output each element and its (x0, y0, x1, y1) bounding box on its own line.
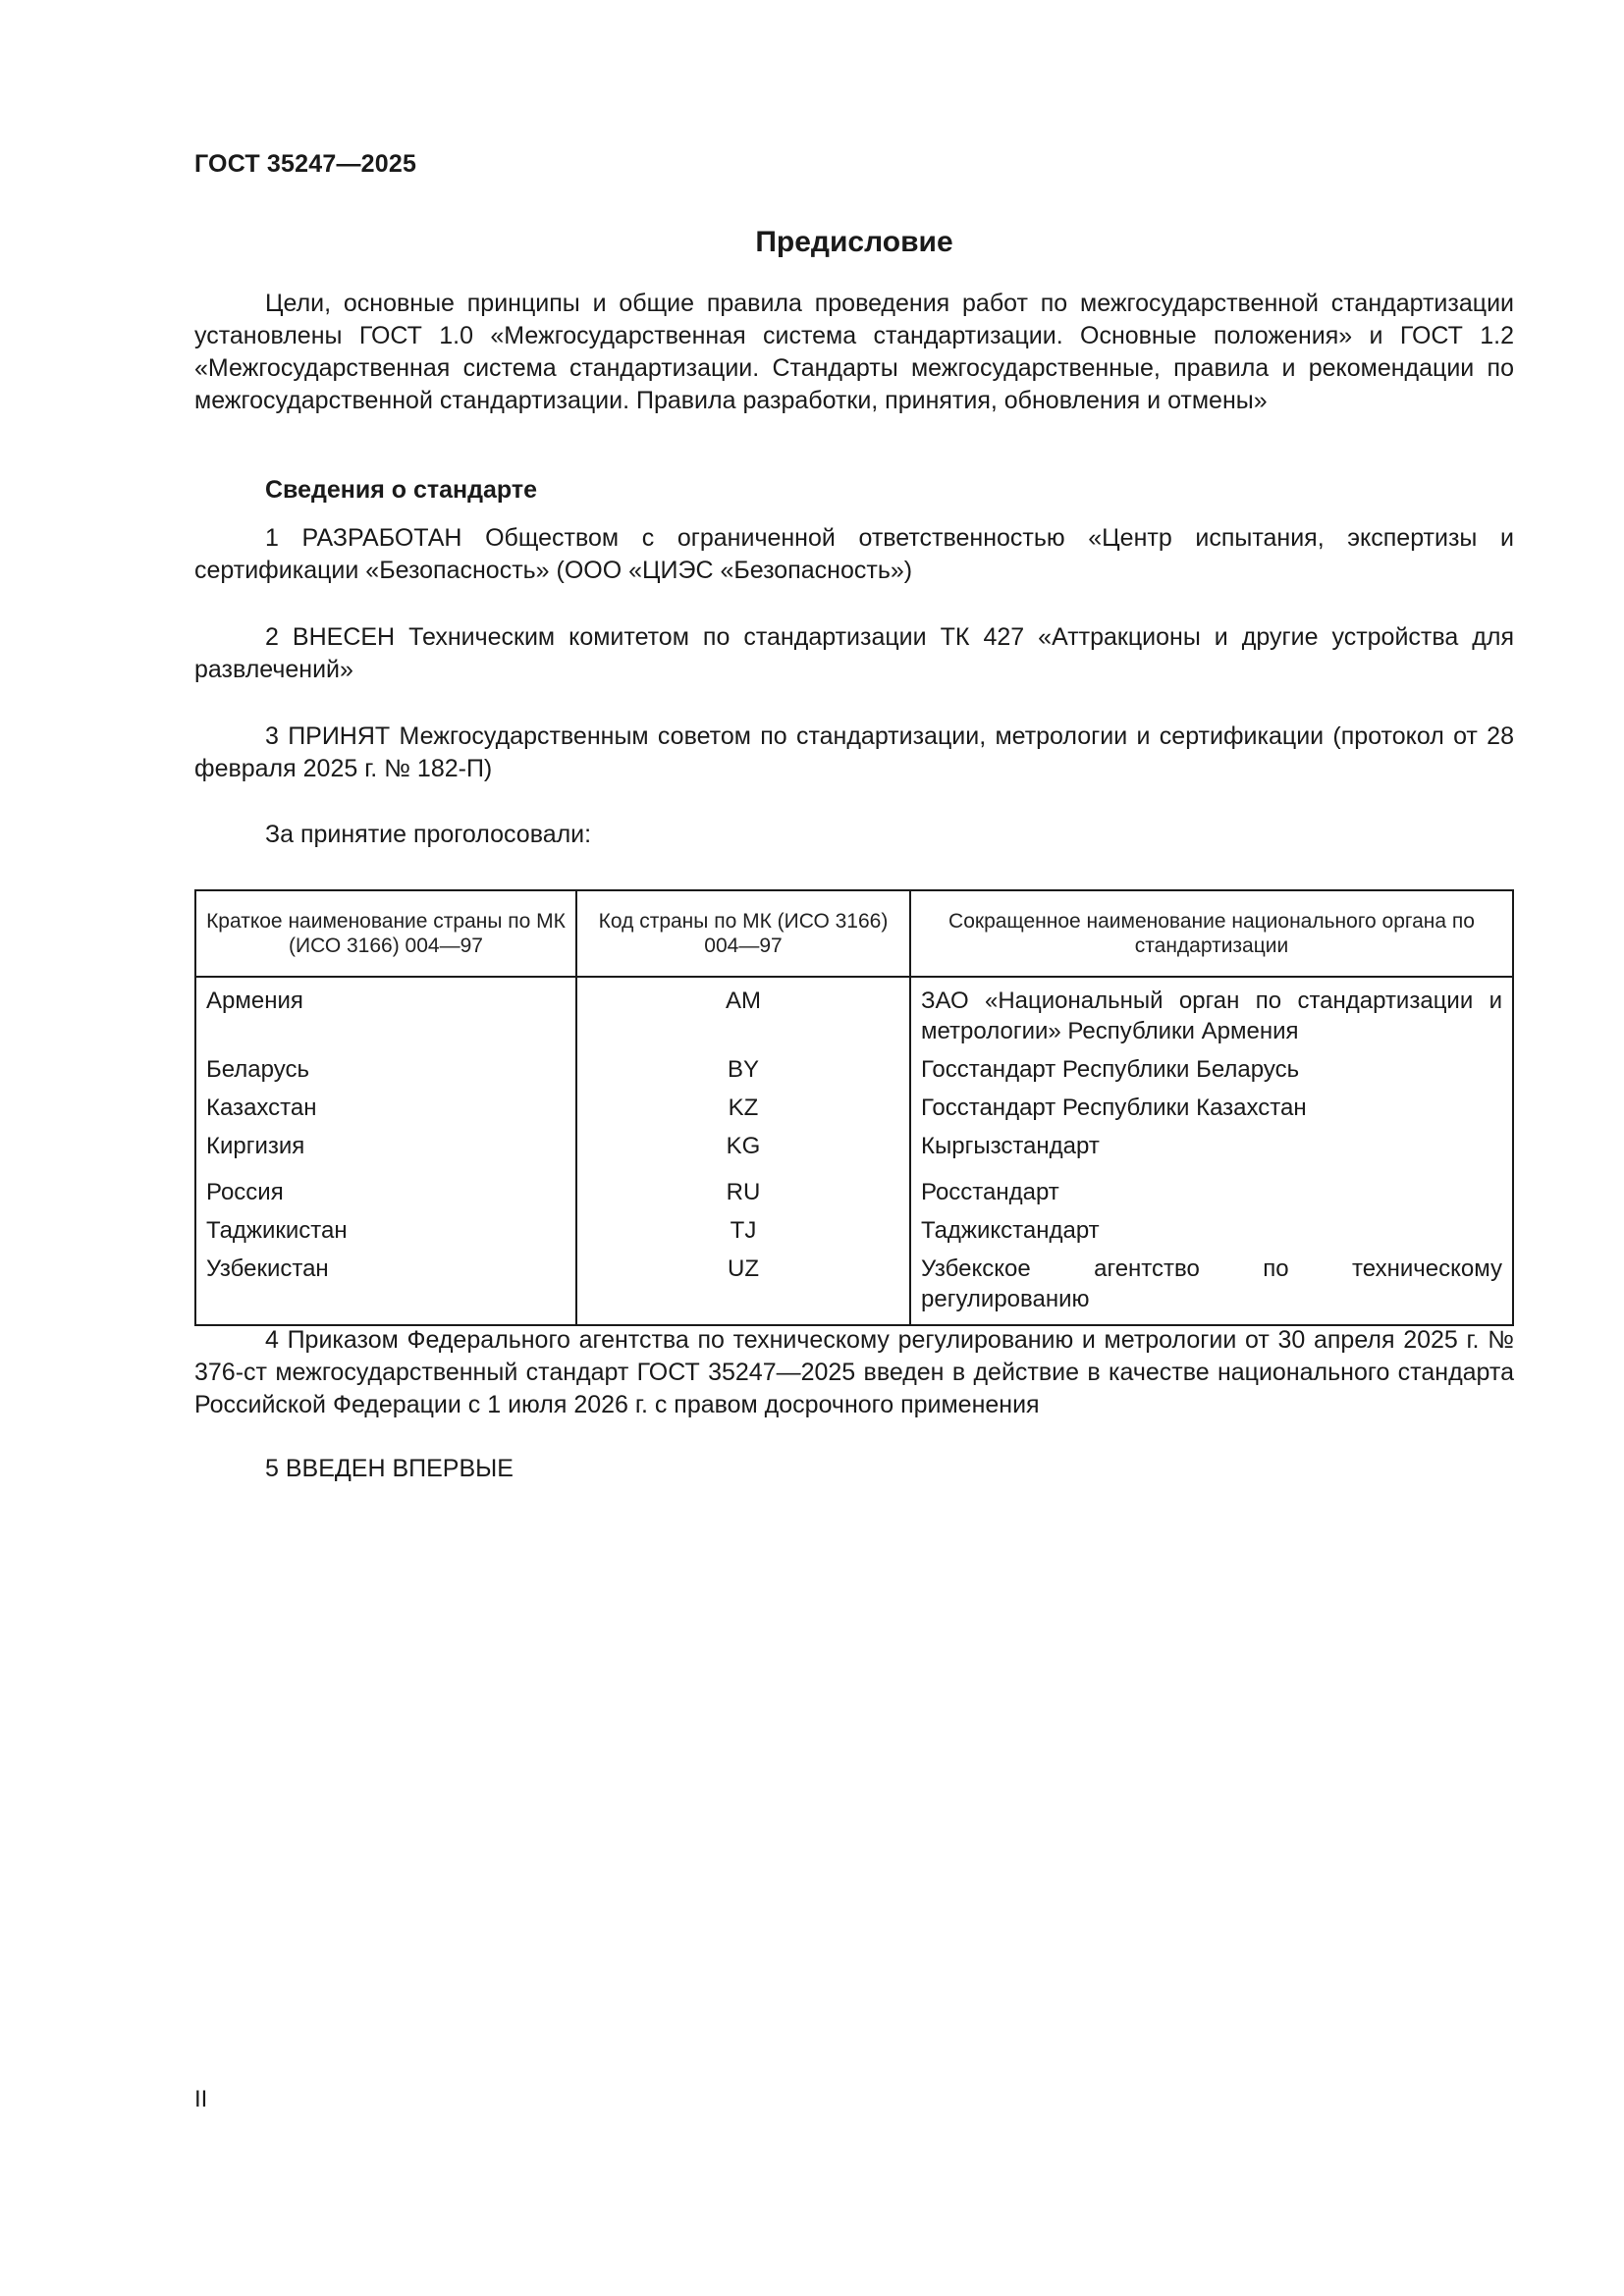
national-body-cell: Кыргызстандарт (910, 1127, 1513, 1165)
country-code-cell: KZ (576, 1089, 910, 1127)
country-name-cell: Киргизия (195, 1127, 576, 1165)
country-code-cell: TJ (576, 1211, 910, 1250)
item-introduced-by: 2 ВНЕСЕН Техническим комитетом по стандартизации ТК 427 «Аттракционы и другие устройства для развлечений» (194, 623, 1514, 683)
vote-intro: За принятие проголосовали: (265, 821, 592, 848)
page-title: Предисловие (755, 226, 953, 258)
item-developed-by: 1 РАЗРАБОТАН Обществом с ограниченной ответственностью «Центр испытания, экспертизы и сертификации «Безопасность» (ООО «ЦИЭС «Безопасность») (194, 524, 1514, 584)
national-body-cell: Росстандарт (910, 1165, 1513, 1211)
country-name-cell: Беларусь (195, 1050, 576, 1089)
header-country-code: Код страны по МК (ИСО 3166) 004—97 (576, 890, 910, 977)
document-code-header: ГОСТ 35247—2025 (194, 150, 417, 178)
country-code-cell: RU (576, 1165, 910, 1211)
country-code-cell: BY (576, 1050, 910, 1089)
page-number: II (194, 2086, 208, 2112)
national-body-cell: ЗАО «Национальный орган по стандартизации и метрологии» Республики Армения (910, 977, 1513, 1050)
table-row (195, 977, 1513, 1050)
country-name-cell: Армения (195, 977, 576, 1050)
national-body-cell: Госстандарт Республики Казахстан (910, 1089, 1513, 1127)
table-row (195, 1211, 1513, 1250)
intro-paragraph: Цели, основные принципы и общие правила проведения работ по межгосударственной стандартизации установлены ГОСТ 1.0 «Межгосударственная система стандартизации. Основные положения» и ГОСТ 1.2 «Межгосударственная система стандартизации. Стандарты межгосударственные, правила и рекомендации по межгосударственной стандартизации. Правила разработки, принятия, обновления и отмены» (194, 290, 1514, 414)
country-code-cell: UZ (576, 1250, 910, 1325)
item-enacted-by-order: 4 Приказом Федерального агентства по техническому регулированию и метрологии от 30 апреля 2025 г. № 376-ст межгосударственный стандарт ГОСТ 35247—2025 введен в действие в качестве национального стандарта Российской Федерации с 1 июля 2026 г. с правом досрочного применения (194, 1326, 1514, 1418)
national-body-cell: Узбекское агентство по техническому регулированию (910, 1250, 1513, 1325)
document-page (194, 0, 1514, 2296)
header-national-body: Сокращенное наименование национального органа по стандартизации (910, 890, 1513, 977)
country-code-cell: KG (576, 1127, 910, 1165)
section-heading: Сведения о стандарте (265, 476, 538, 504)
item-first-introduced: 5 ВВЕДЕН ВПЕРВЫЕ (265, 1455, 514, 1482)
country-name-cell: Россия (195, 1165, 576, 1211)
country-code-cell: AM (576, 977, 910, 1050)
voting-countries-table (194, 889, 1514, 1326)
header-country-name: Краткое наименование страны по МК (ИСО 3166) 004—97 (195, 890, 576, 977)
table-row (195, 1127, 1513, 1165)
national-body-cell: Таджикстандарт (910, 1211, 1513, 1250)
national-body-cell: Госстандарт Республики Беларусь (910, 1050, 1513, 1089)
table-header-row (195, 890, 1513, 977)
table-row (195, 1250, 1513, 1325)
country-name-cell: Таджикистан (195, 1211, 576, 1250)
table-row (195, 1050, 1513, 1089)
country-name-cell: Узбекистан (195, 1250, 576, 1325)
country-name-cell: Казахстан (195, 1089, 576, 1127)
table-row (195, 1089, 1513, 1127)
item-adopted-by: 3 ПРИНЯТ Межгосударственным советом по стандартизации, метрологии и сертификации (протокол от 28 февраля 2025 г. № 182-П) (194, 722, 1514, 782)
table-row (195, 1165, 1513, 1211)
